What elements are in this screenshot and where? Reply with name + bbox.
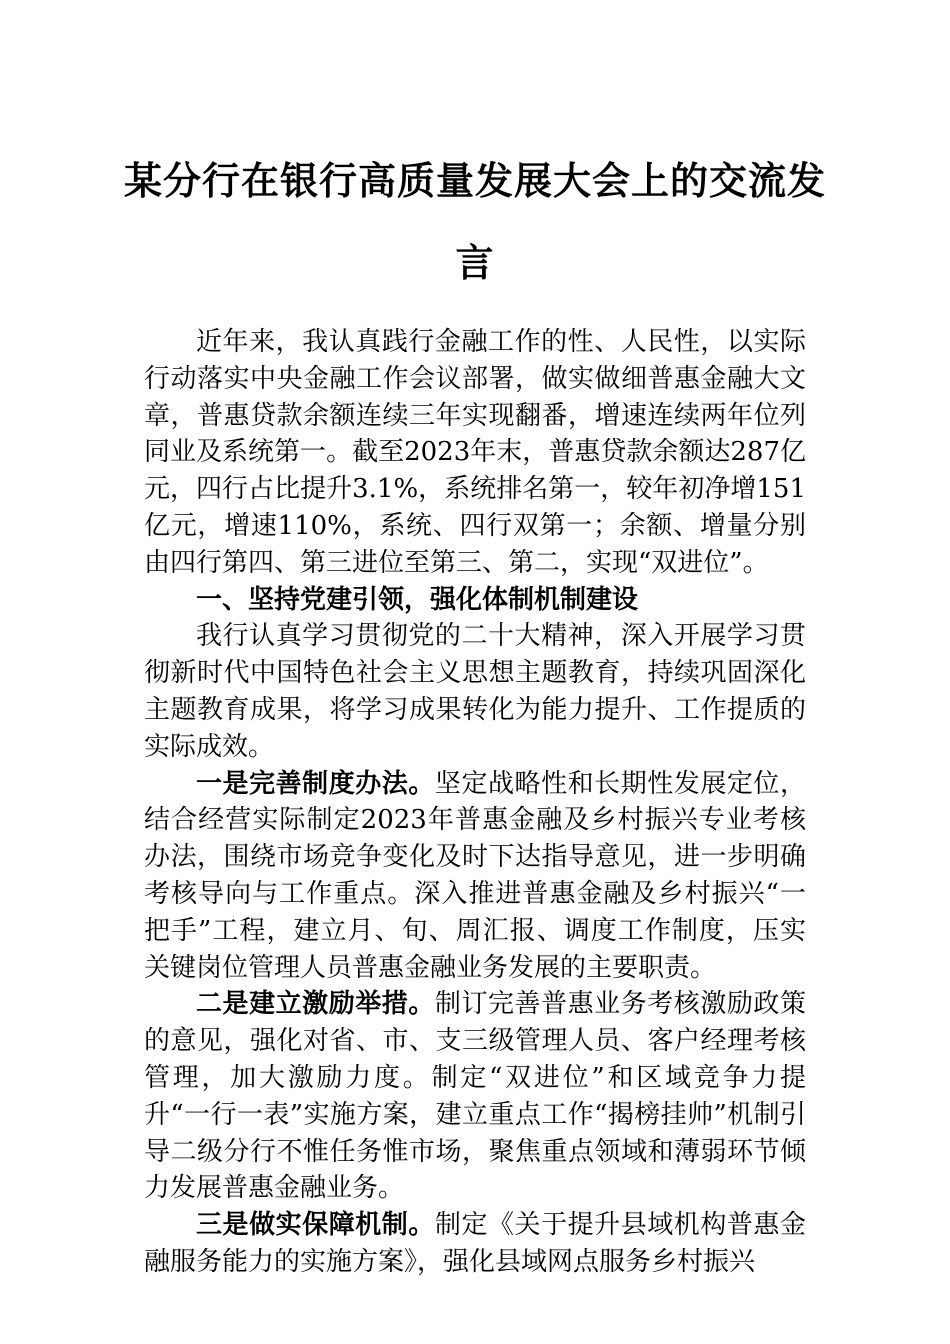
point-lead-1: 一是完善制度办法。 <box>196 768 435 799</box>
section-heading-1: 一、坚持党建引领，强化体制机制建设 <box>196 584 639 615</box>
point-paragraph-3 <box>144 1207 806 1281</box>
intro-paragraph: 近年来，我认真践行金融工作的性、人民性，以实际行动落实中央金融工作会议部署，做实做细普惠金融大文章，普惠贷款余额连续三年实现翻番，增速连续两年位列同业及系统第一。截至2023年末，普惠贷款余额达287亿元，四行占比提升3.1%，系统排名第一，较年初净增151亿元，增速110%，系统、四行双第一；余额、增量分别由四行第四、第三进位至第三、第二，实现“双进位”。 <box>144 327 806 578</box>
point-paragraph-2 <box>144 986 806 1207</box>
point-paragraph-1 <box>144 766 806 987</box>
section-1-paragraph: 我行认真学习贯彻党的二十大精神，深入开展学习贯彻新时代中国特色社会主义思想主题教育，持续巩固深化主题教育成果，将学习成果转化为能力提升、工作提质的实际成效。 <box>144 621 806 762</box>
point-lead-3: 三是做实保障机制。 <box>196 1210 435 1241</box>
point-lead-2: 二是建立激励举措。 <box>196 989 435 1020</box>
point-text-2: 制订完善普惠业务考核激励政策的意见，强化对省、市、支三级管理人员、客户经理考核管理，加大激励力度。制定“双进位”和区域竞争力提升“一行一表”实施方案，建立重点工作“揭榜挂帅”机制引导二级分行不惟任务惟市场，聚焦重点领域和薄弱环节倾力发展普惠金融业务。 <box>144 989 806 1204</box>
point-text-3: 制定《关于提升县域机构普惠金融服务能力的实施方案》，强化县域网点服务乡村振兴 <box>144 1210 806 1277</box>
point-text-1: 坚定战略性和长期性发展定位，结合经营实际制定2023年普惠金融及乡村振兴专业考核办法，围绕市场竞争变化及时下达指导意见，进一步明确考核导向与工作重点。深入推进普惠金融及乡村振兴“一把手”工程，建立月、旬、周汇报、调度工作制度，压实关键岗位管理人员普惠金融业务发展的主要职责。 <box>144 768 806 983</box>
document-body <box>144 324 806 1281</box>
document-title: 某分行在银行高质量发展大会上的交流发言 <box>123 158 826 285</box>
